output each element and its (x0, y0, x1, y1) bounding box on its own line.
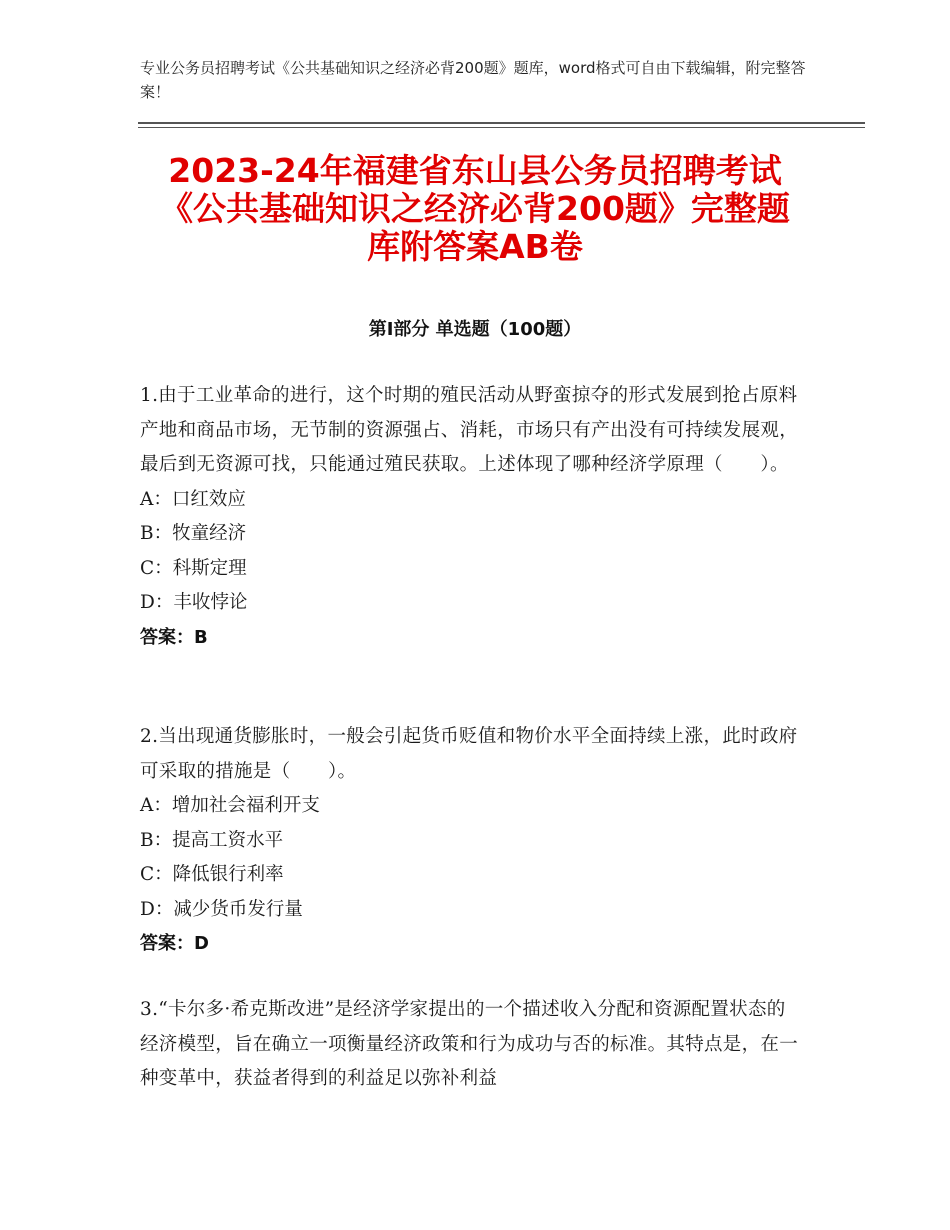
option-b: B：牧童经济 (140, 523, 247, 544)
header-note: 专业公务员招聘考试《公共基础知识之经济必背200题》题库，word格式可自由下载编辑，附完整答案！ (140, 59, 806, 101)
document-title (150, 152, 800, 266)
option-a: A：口红效应 (140, 488, 246, 510)
question-stem: 3.“卡尔多·希克斯改进”是经济学家提出的一个描述收入分配和资源配置状态的经济模型，旨在确立一项衡量经济政策和行为成功与否的标准。其特点是，在一种变革中，获益者得到的利益足以弥补利益 (140, 999, 799, 1089)
option-c: C：科斯定理 (140, 557, 247, 579)
option-d: D：丰收悖论 (140, 592, 248, 613)
title-line-3: 库附答案AB卷 (367, 227, 583, 266)
header-rule-thin (138, 127, 865, 128)
question-stem: 1.由于工业革命的进行，这个时期的殖民活动从野蛮掠夺的形式发展到抢占原料产地和商品市场，无节制的资源强占、消耗，市场只有产出没有可持续发展观，最后到无资源可找，只能通过殖民获取。上述体现了哪种经济学原理（ ）。 (140, 385, 799, 475)
title-line-2: 《公共基础知识之经济必背200题》完整题 (160, 189, 790, 228)
section-title: 第Ⅰ部分 单选题（100题） (368, 319, 582, 340)
title-line-1: 2023-24年福建省东山县公务员招聘考试 (168, 151, 782, 190)
question-stem: 2.当出现通货膨胀时，一般会引起货币贬值和物价水平全面持续上涨，此时政府可采取的措施是（ ）。 (140, 726, 798, 782)
answer: 答案：B (140, 626, 208, 648)
option-a: A：增加社会福利开支 (140, 795, 320, 816)
question-1 (140, 379, 800, 655)
question-3 (140, 993, 800, 1097)
option-c: C：降低银行利率 (140, 864, 284, 885)
option-d: D：减少货币发行量 (140, 898, 303, 920)
answer: 答案：D (140, 933, 209, 954)
question-2 (140, 720, 800, 962)
header-rule-thick (138, 122, 865, 124)
option-b: B：提高工资水平 (140, 829, 284, 851)
